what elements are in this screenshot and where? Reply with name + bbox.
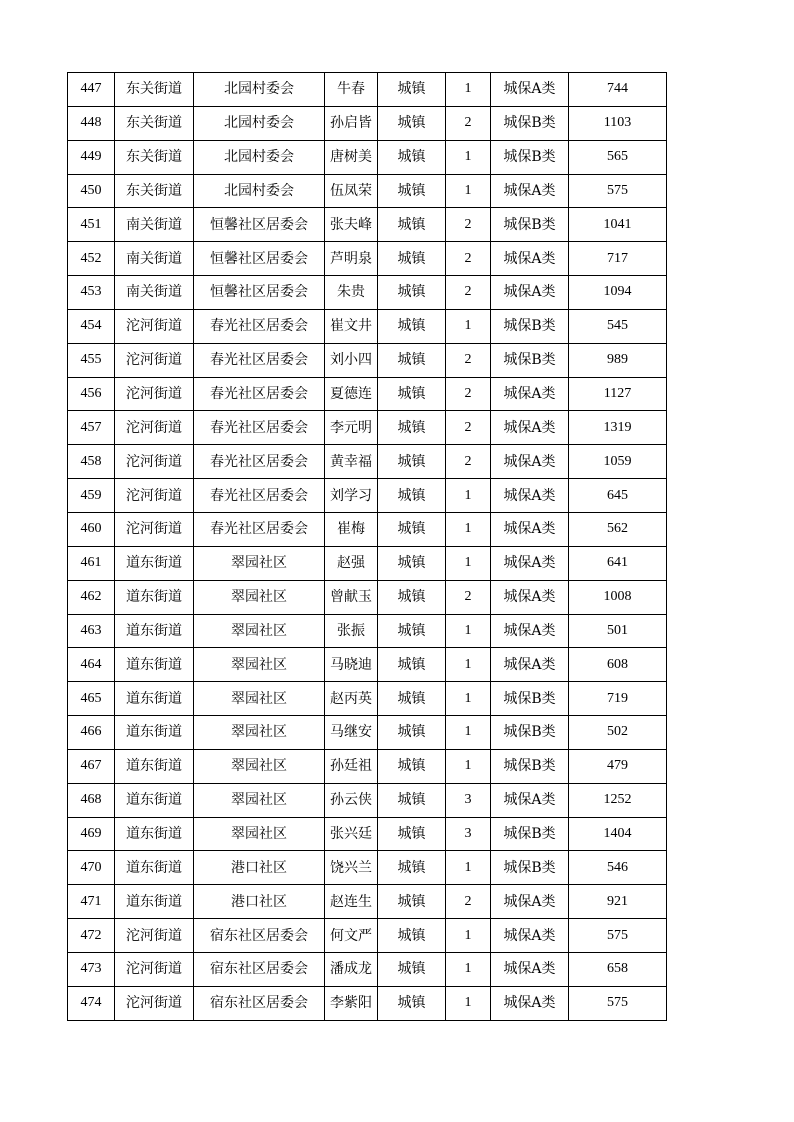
name-cell: 马晓迪 [325,648,378,682]
amount-cell: 645 [569,479,667,513]
household-type-cell: 城镇 [378,546,446,580]
household-size-cell: 1 [446,919,491,953]
household-size-cell: 1 [446,986,491,1020]
table-row [68,411,667,445]
table-row [68,919,667,953]
name-cell: 孙启皆 [325,106,378,140]
household-type-cell: 城镇 [378,749,446,783]
category-cell: 城保B类 [491,343,569,377]
row-number-cell: 457 [68,411,115,445]
subdistrict-cell: 沱河街道 [115,377,194,411]
category-cell: 城保A类 [491,512,569,546]
community-cell: 北园村委会 [194,140,325,174]
category-cell: 城保A类 [491,479,569,513]
amount-cell: 575 [569,986,667,1020]
name-cell: 潘成龙 [325,952,378,986]
amount-cell: 1041 [569,208,667,242]
name-cell: 饶兴兰 [325,851,378,885]
subdistrict-cell: 沱河街道 [115,952,194,986]
household-type-cell: 城镇 [378,817,446,851]
category-cell: 城保A类 [491,783,569,817]
category-cell: 城保A类 [491,411,569,445]
community-cell: 春光社区居委会 [194,479,325,513]
row-number-cell: 469 [68,817,115,851]
subdistrict-cell: 道东街道 [115,682,194,716]
household-size-cell: 1 [446,309,491,343]
household-size-cell: 1 [446,648,491,682]
name-cell: 孙廷祖 [325,749,378,783]
category-cell: 城保A类 [491,276,569,310]
community-cell: 宿东社区居委会 [194,986,325,1020]
community-cell: 宿东社区居委会 [194,919,325,953]
community-cell: 春光社区居委会 [194,343,325,377]
subdistrict-cell: 沱河街道 [115,986,194,1020]
household-type-cell: 城镇 [378,309,446,343]
table-row [68,648,667,682]
amount-cell: 565 [569,140,667,174]
table-row [68,546,667,580]
table-row [68,309,667,343]
community-cell: 北园村委会 [194,106,325,140]
category-cell: 城保A类 [491,648,569,682]
category-cell: 城保A类 [491,73,569,107]
row-number-cell: 462 [68,580,115,614]
row-number-cell: 466 [68,716,115,750]
community-cell: 春光社区居委会 [194,512,325,546]
community-cell: 港口社区 [194,851,325,885]
amount-cell: 502 [569,716,667,750]
subdistrict-cell: 道东街道 [115,716,194,750]
category-cell: 城保B类 [491,749,569,783]
subdistrict-cell: 南关街道 [115,276,194,310]
household-type-cell: 城镇 [378,174,446,208]
row-number-cell: 448 [68,106,115,140]
household-type-cell: 城镇 [378,783,446,817]
community-cell: 翠园社区 [194,817,325,851]
household-size-cell: 1 [446,140,491,174]
name-cell: 刘小四 [325,343,378,377]
row-number-cell: 472 [68,919,115,953]
name-cell: 张振 [325,614,378,648]
table-row [68,73,667,107]
row-number-cell: 447 [68,73,115,107]
amount-cell: 1008 [569,580,667,614]
name-cell: 朱贵 [325,276,378,310]
row-number-cell: 464 [68,648,115,682]
household-size-cell: 1 [446,749,491,783]
household-type-cell: 城镇 [378,479,446,513]
subdistrict-cell: 道东街道 [115,817,194,851]
name-cell: 李紫阳 [325,986,378,1020]
subdistrict-cell: 道东街道 [115,546,194,580]
table-row [68,885,667,919]
household-type-cell: 城镇 [378,208,446,242]
table-row [68,140,667,174]
category-cell: 城保A类 [491,377,569,411]
household-type-cell: 城镇 [378,276,446,310]
amount-cell: 575 [569,174,667,208]
amount-cell: 575 [569,919,667,953]
name-cell: 牛春 [325,73,378,107]
household-type-cell: 城镇 [378,140,446,174]
row-number-cell: 471 [68,885,115,919]
category-cell: 城保A类 [491,919,569,953]
amount-cell: 479 [569,749,667,783]
amount-cell: 641 [569,546,667,580]
subdistrict-cell: 沱河街道 [115,309,194,343]
row-number-cell: 450 [68,174,115,208]
amount-cell: 562 [569,512,667,546]
household-type-cell: 城镇 [378,106,446,140]
community-cell: 翠园社区 [194,546,325,580]
amount-cell: 719 [569,682,667,716]
household-size-cell: 1 [446,174,491,208]
subdistrict-cell: 东关街道 [115,174,194,208]
table-row [68,749,667,783]
category-cell: 城保A类 [491,546,569,580]
row-number-cell: 470 [68,851,115,885]
subdistrict-cell: 东关街道 [115,106,194,140]
community-cell: 春光社区居委会 [194,411,325,445]
household-size-cell: 1 [446,73,491,107]
name-cell: 张夫峰 [325,208,378,242]
table-row [68,986,667,1020]
amount-cell: 1059 [569,445,667,479]
amount-cell: 744 [569,73,667,107]
name-cell: 崔文井 [325,309,378,343]
row-number-cell: 474 [68,986,115,1020]
row-number-cell: 452 [68,242,115,276]
row-number-cell: 456 [68,377,115,411]
household-size-cell: 1 [446,479,491,513]
household-type-cell: 城镇 [378,952,446,986]
subdistrict-cell: 道东街道 [115,783,194,817]
table-row [68,377,667,411]
row-number-cell: 468 [68,783,115,817]
amount-cell: 608 [569,648,667,682]
subdistrict-cell: 道东街道 [115,885,194,919]
table-row [68,479,667,513]
household-type-cell: 城镇 [378,851,446,885]
household-type-cell: 城镇 [378,716,446,750]
row-number-cell: 465 [68,682,115,716]
table-row [68,445,667,479]
household-type-cell: 城镇 [378,445,446,479]
amount-cell: 1319 [569,411,667,445]
subdistrict-cell: 东关街道 [115,140,194,174]
household-size-cell: 1 [446,682,491,716]
row-number-cell: 461 [68,546,115,580]
category-cell: 城保B类 [491,140,569,174]
community-cell: 春光社区居委会 [194,309,325,343]
table-row [68,512,667,546]
household-size-cell: 3 [446,783,491,817]
amount-cell: 545 [569,309,667,343]
household-type-cell: 城镇 [378,919,446,953]
subdistrict-cell: 沱河街道 [115,919,194,953]
name-cell: 赵连生 [325,885,378,919]
name-cell: 张兴廷 [325,817,378,851]
subdistrict-cell: 沱河街道 [115,512,194,546]
household-size-cell: 2 [446,276,491,310]
category-cell: 城保B类 [491,309,569,343]
row-number-cell: 449 [68,140,115,174]
amount-cell: 1404 [569,817,667,851]
row-number-cell: 460 [68,512,115,546]
table-row [68,208,667,242]
household-type-cell: 城镇 [378,343,446,377]
category-cell: 城保B类 [491,106,569,140]
name-cell: 芦明泉 [325,242,378,276]
community-cell: 翠园社区 [194,749,325,783]
amount-cell: 1103 [569,106,667,140]
name-cell: 刘学习 [325,479,378,513]
category-cell: 城保B类 [491,682,569,716]
name-cell: 马继安 [325,716,378,750]
household-size-cell: 2 [446,343,491,377]
household-type-cell: 城镇 [378,411,446,445]
amount-cell: 921 [569,885,667,919]
category-cell: 城保A类 [491,986,569,1020]
amount-cell: 1252 [569,783,667,817]
table-row [68,242,667,276]
table-row [68,343,667,377]
table-row [68,783,667,817]
amount-cell: 717 [569,242,667,276]
subdistrict-cell: 沱河街道 [115,445,194,479]
community-cell: 恒馨社区居委会 [194,208,325,242]
household-type-cell: 城镇 [378,377,446,411]
name-cell: 黄幸福 [325,445,378,479]
subdistrict-cell: 道东街道 [115,614,194,648]
subdistrict-cell: 南关街道 [115,208,194,242]
name-cell: 何文严 [325,919,378,953]
category-cell: 城保A类 [491,174,569,208]
table-row [68,174,667,208]
community-cell: 春光社区居委会 [194,377,325,411]
category-cell: 城保B类 [491,716,569,750]
community-cell: 春光社区居委会 [194,445,325,479]
household-size-cell: 2 [446,208,491,242]
table-row [68,614,667,648]
subdistrict-cell: 沱河街道 [115,411,194,445]
community-cell: 宿东社区居委会 [194,952,325,986]
table-row [68,952,667,986]
category-cell: 城保A类 [491,580,569,614]
table-row [68,276,667,310]
category-cell: 城保B类 [491,208,569,242]
community-cell: 翠园社区 [194,580,325,614]
community-cell: 翠园社区 [194,614,325,648]
community-cell: 翠园社区 [194,648,325,682]
household-type-cell: 城镇 [378,580,446,614]
household-size-cell: 2 [446,885,491,919]
household-size-cell: 2 [446,377,491,411]
household-type-cell: 城镇 [378,885,446,919]
household-type-cell: 城镇 [378,648,446,682]
table-row [68,106,667,140]
table-row [68,851,667,885]
subdistrict-cell: 沱河街道 [115,479,194,513]
table-row [68,682,667,716]
household-size-cell: 3 [446,817,491,851]
amount-cell: 1094 [569,276,667,310]
subdistrict-cell: 道东街道 [115,749,194,783]
row-number-cell: 455 [68,343,115,377]
row-number-cell: 458 [68,445,115,479]
table-row [68,716,667,750]
row-number-cell: 453 [68,276,115,310]
household-size-cell: 1 [446,512,491,546]
amount-cell: 501 [569,614,667,648]
name-cell: 崔梅 [325,512,378,546]
household-type-cell: 城镇 [378,986,446,1020]
category-cell: 城保B类 [491,851,569,885]
category-cell: 城保B类 [491,817,569,851]
household-size-cell: 1 [446,952,491,986]
subdistrict-cell: 道东街道 [115,851,194,885]
subdistrict-cell: 沱河街道 [115,343,194,377]
household-type-cell: 城镇 [378,682,446,716]
table-row [68,817,667,851]
name-cell: 曾献玉 [325,580,378,614]
name-cell: 赵强 [325,546,378,580]
relief-roster-table [67,72,667,1021]
household-type-cell: 城镇 [378,614,446,648]
table-row [68,580,667,614]
community-cell: 翠园社区 [194,682,325,716]
subdistrict-cell: 道东街道 [115,580,194,614]
row-number-cell: 451 [68,208,115,242]
community-cell: 北园村委会 [194,73,325,107]
name-cell: 夏德连 [325,377,378,411]
amount-cell: 989 [569,343,667,377]
subdistrict-cell: 道东街道 [115,648,194,682]
community-cell: 翠园社区 [194,783,325,817]
community-cell: 恒馨社区居委会 [194,276,325,310]
category-cell: 城保A类 [491,885,569,919]
community-cell: 翠园社区 [194,716,325,750]
amount-cell: 658 [569,952,667,986]
row-number-cell: 454 [68,309,115,343]
row-number-cell: 463 [68,614,115,648]
household-type-cell: 城镇 [378,73,446,107]
household-size-cell: 1 [446,546,491,580]
name-cell: 孙云侠 [325,783,378,817]
name-cell: 李元明 [325,411,378,445]
household-size-cell: 1 [446,851,491,885]
name-cell: 赵丙英 [325,682,378,716]
community-cell: 北园村委会 [194,174,325,208]
household-type-cell: 城镇 [378,242,446,276]
subdistrict-cell: 东关街道 [115,73,194,107]
household-size-cell: 2 [446,445,491,479]
amount-cell: 546 [569,851,667,885]
household-size-cell: 2 [446,411,491,445]
household-size-cell: 2 [446,242,491,276]
table-body [68,73,667,1021]
household-size-cell: 2 [446,106,491,140]
household-size-cell: 1 [446,716,491,750]
name-cell: 伍凤荣 [325,174,378,208]
household-size-cell: 1 [446,614,491,648]
household-size-cell: 2 [446,580,491,614]
row-number-cell: 473 [68,952,115,986]
row-number-cell: 459 [68,479,115,513]
category-cell: 城保A类 [491,952,569,986]
row-number-cell: 467 [68,749,115,783]
name-cell: 唐树美 [325,140,378,174]
household-type-cell: 城镇 [378,512,446,546]
community-cell: 港口社区 [194,885,325,919]
category-cell: 城保A类 [491,614,569,648]
amount-cell: 1127 [569,377,667,411]
subdistrict-cell: 南关街道 [115,242,194,276]
category-cell: 城保A类 [491,242,569,276]
community-cell: 恒馨社区居委会 [194,242,325,276]
category-cell: 城保A类 [491,445,569,479]
